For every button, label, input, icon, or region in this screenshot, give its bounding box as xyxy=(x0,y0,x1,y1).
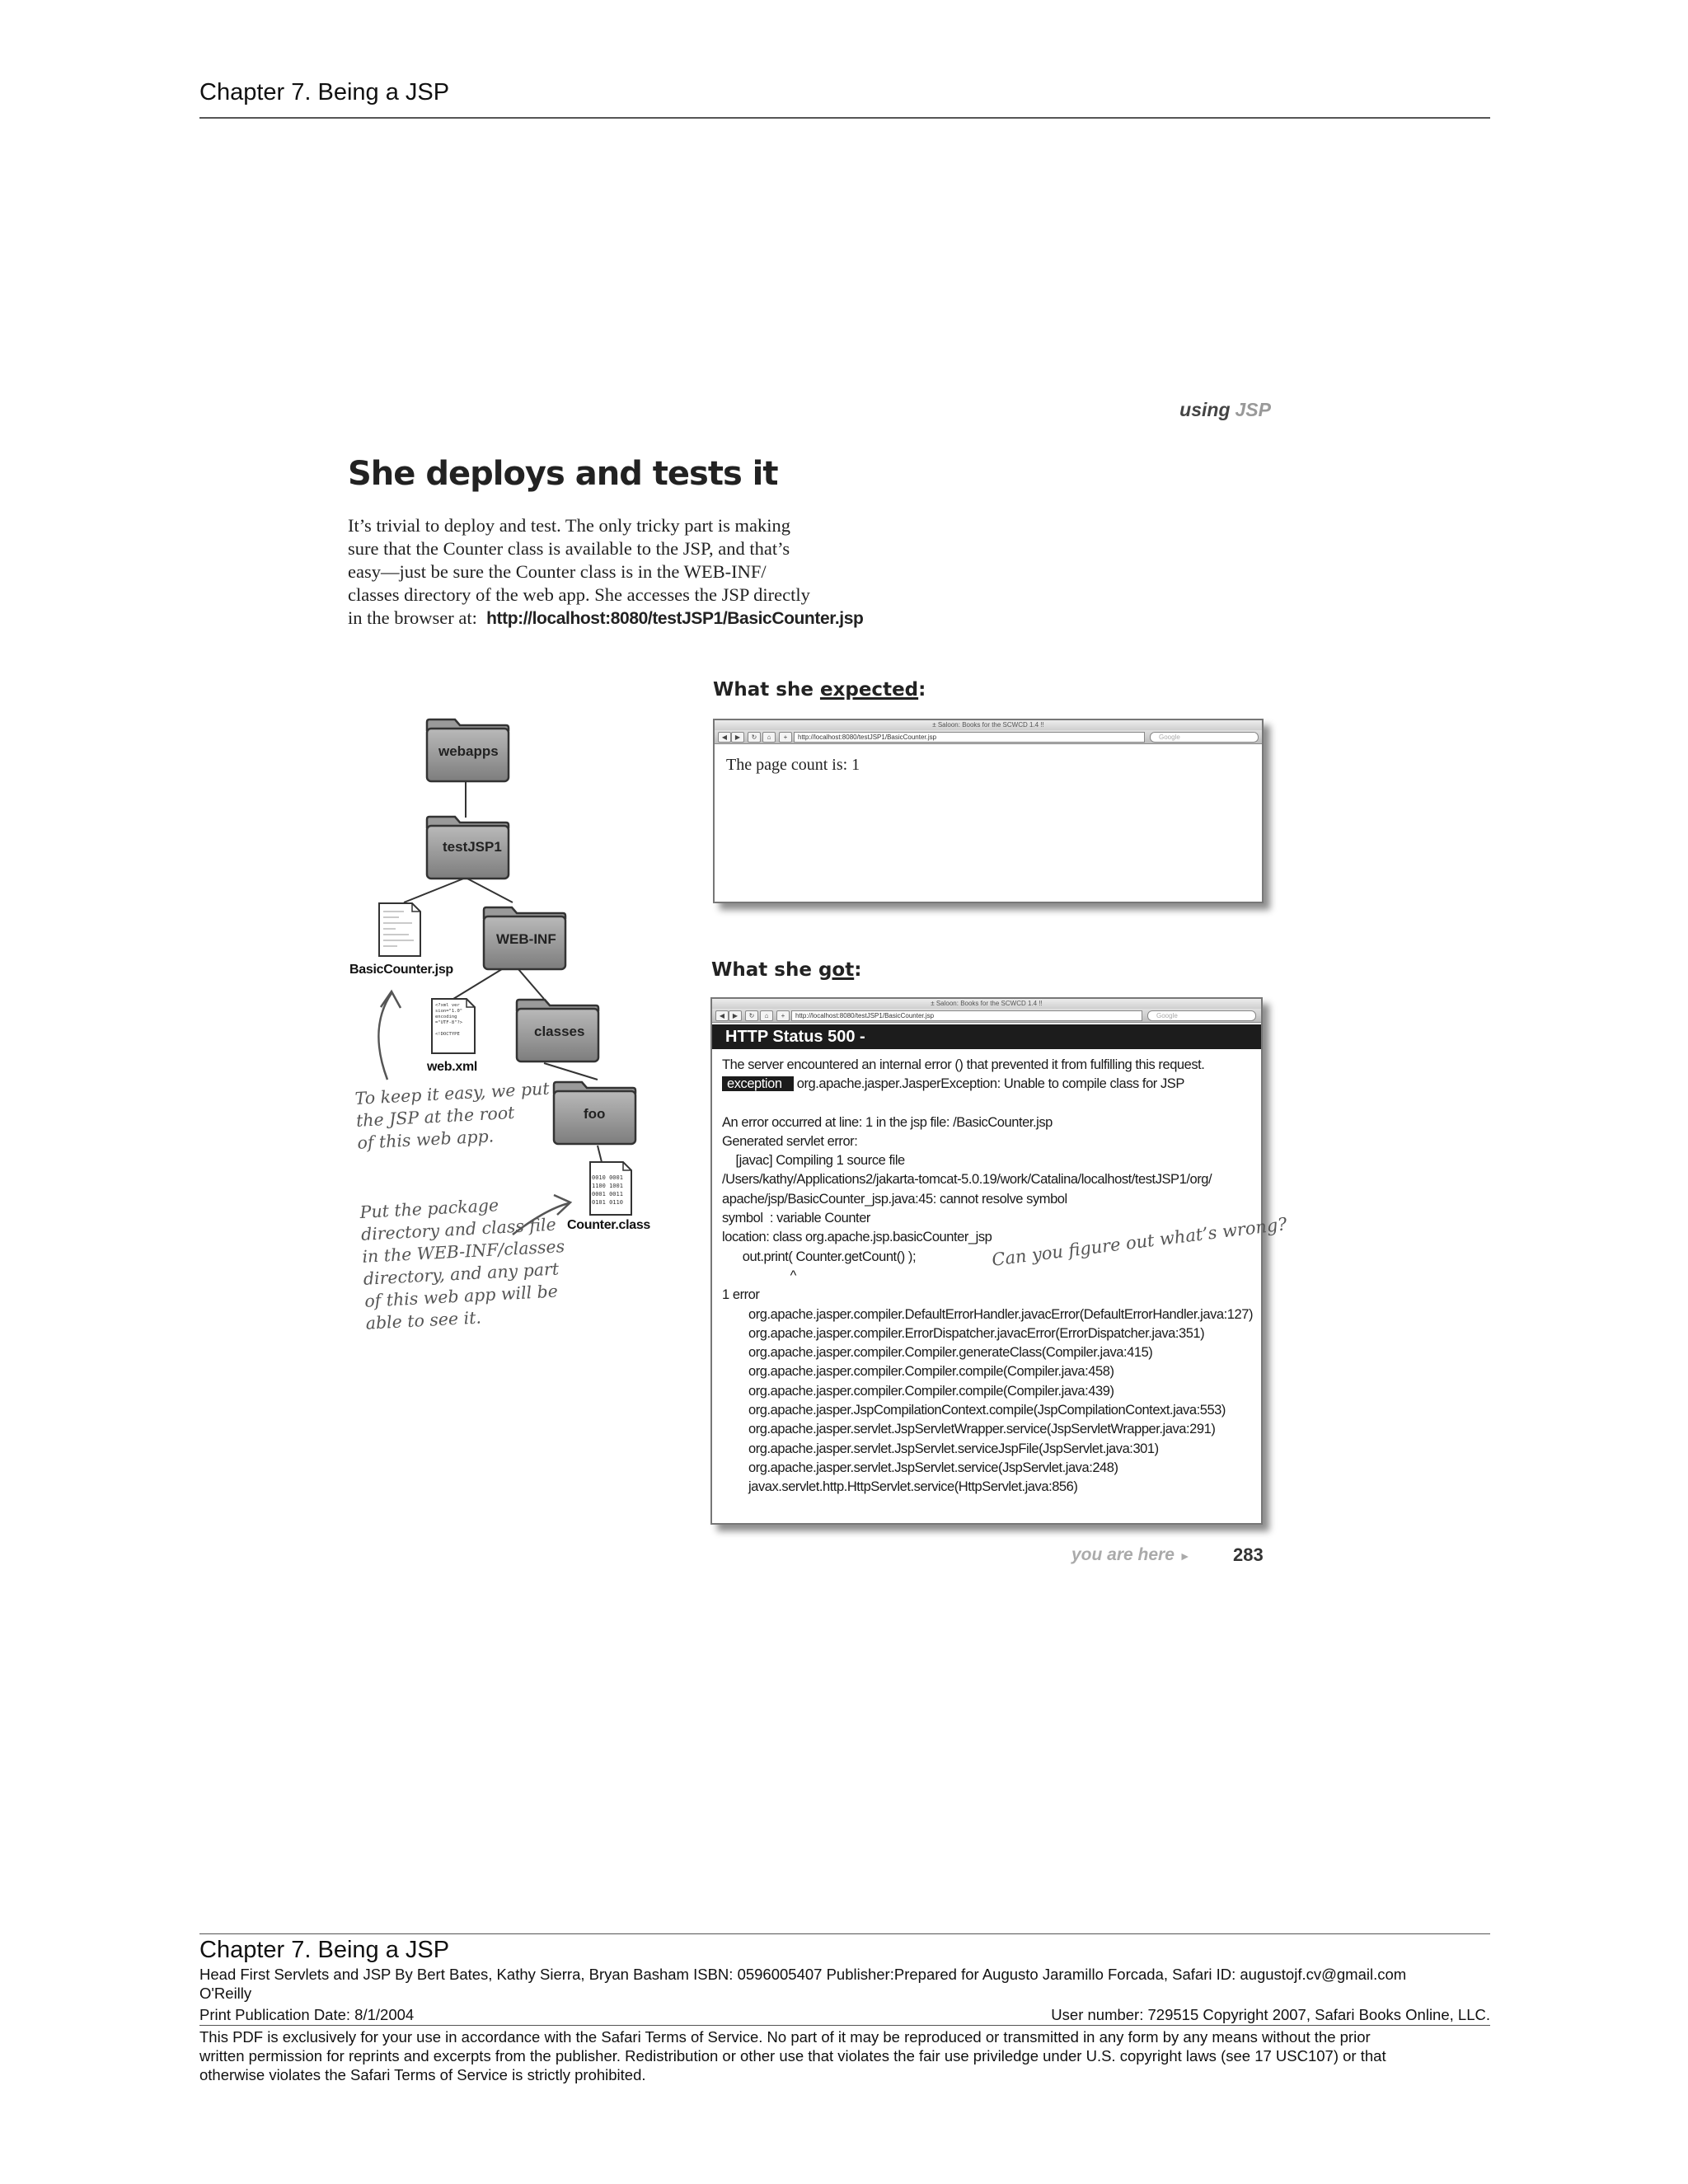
error-body xyxy=(712,1049,1261,1497)
webxml-snippet-line: <?xml ver xyxy=(435,1003,460,1008)
error-detail-line: symbol : variable Counter xyxy=(722,1211,870,1226)
note-root xyxy=(354,1078,552,1155)
footer-chapter: Chapter 7. Being a JSP xyxy=(199,1937,450,1963)
intro-line: sure that the Counter class is available to the JSP, and that’s xyxy=(348,538,790,559)
header-rule xyxy=(199,117,1490,119)
home-button[interactable]: ⌂ xyxy=(762,732,776,743)
reload-button[interactable]: ↻ xyxy=(745,1010,758,1021)
note-line: Put the package xyxy=(359,1195,499,1222)
note-line: the JSP at the root xyxy=(355,1102,515,1131)
error-detail-line: apache/jsp/BasicCounter_jsp.java:45: cannot resolve symbol xyxy=(722,1191,1067,1207)
expected-label-suffix: : xyxy=(918,679,926,701)
http-status-title: HTTP Status 500 - xyxy=(712,1024,1261,1049)
error-detail-line: out.print( Counter.getCount() ); xyxy=(722,1249,917,1264)
stack-line: javax.servlet.http.HttpServlet.service(HttpServlet.java:856) xyxy=(748,1479,1078,1495)
stack-line: org.apache.jasper.servlet.JspServlet.service(JspServlet.java:248) xyxy=(748,1460,1118,1475)
webxml-snippet-line: ="UTF-8"?> xyxy=(435,1020,463,1025)
reload-button[interactable]: ↻ xyxy=(748,732,761,743)
note-line: of this web app will be xyxy=(363,1281,559,1311)
error-detail-line: 1 error xyxy=(722,1287,760,1303)
error-detail-line: /Users/kathy/Applications2/jakarta-tomcat-5.0.19/work/Catalina/localhost/testJSP1/org/ xyxy=(722,1172,1212,1188)
error-detail-line: ^ xyxy=(722,1268,796,1283)
running-head-prefix: using xyxy=(1179,399,1231,420)
search-field[interactable]: Google xyxy=(1150,732,1259,743)
expected-titlebar: ± Saloon: Books for the SCWCD 1.4 !! xyxy=(715,720,1262,730)
stack-line: org.apache.jasper.servlet.JspServletWrapper.service(JspServletWrapper.java:291) xyxy=(748,1422,1216,1437)
exception-line xyxy=(722,1075,1261,1094)
footer-book-line: Head First Servlets and JSP By Bert Bates, Kathy Sierra, Bryan Basham ISBN: 0596005407 Publisher:Prepared for Augusto Jaramillo Forcada, Safari ID: augustojf.cv@gmail.com xyxy=(199,1966,1407,1983)
note-package xyxy=(359,1191,569,1335)
note-line: To keep it easy, we put xyxy=(354,1078,551,1108)
address-bar[interactable]: http://localhost:8080/testJSP1/BasicCounter.jsp xyxy=(791,1010,1142,1021)
folder-label-foo: foo xyxy=(584,1106,606,1122)
stack-line: org.apache.jasper.JspCompilationContext.compile(JspCompilationContext.java:553) xyxy=(748,1403,1226,1418)
forward-button[interactable]: ▶ xyxy=(729,1010,742,1021)
folder-label-webapps: webapps xyxy=(438,743,499,759)
note-line: of this web app. xyxy=(356,1126,495,1153)
intro-line: It’s trivial to deploy and test. The only tricky part is making xyxy=(348,515,790,536)
jsp-file-icon xyxy=(379,903,420,956)
stack-line: org.apache.jasper.compiler.Compiler.compile(Compiler.java:439) xyxy=(748,1383,1114,1399)
error-detail-line: Generated servlet error: xyxy=(722,1133,858,1149)
triangle-right-icon: ► xyxy=(1179,1549,1191,1563)
folder-label-webinf: WEB-INF xyxy=(496,931,556,947)
stack-trace xyxy=(722,1305,1261,1497)
add-bookmark-button[interactable]: + xyxy=(776,1010,790,1021)
you-are-here xyxy=(1071,1545,1191,1565)
footer-legal-line: This PDF is exclusively for your use in accordance with the Safari Terms of Service. No part of it may be reproduced or transmitted in any form by any means without the prior xyxy=(199,2028,1371,2046)
binary-line: 0010 0001 xyxy=(592,1174,623,1181)
webxml-snippet-line: <!DOCTYPE xyxy=(435,1032,460,1037)
got-browser-window xyxy=(710,997,1263,1525)
footer-legal-line: otherwise violates the Safari Terms of Service is strictly prohibited. xyxy=(199,2066,646,2083)
intro-last-text: in the browser at: xyxy=(348,607,477,628)
got-label-word: got xyxy=(818,959,855,981)
footer-legal-line: written permission for reprints and excerpts from the publisher. Redistribution or other use that violates the fair use priviledge under U.S. copyright laws (see 17 USC107) or that xyxy=(199,2047,1386,2064)
error-intro: The server encountered an internal error () that prevented it from fulfilling this request. xyxy=(722,1057,1205,1072)
got-label-suffix: : xyxy=(854,959,862,981)
error-detail-line: [javac] Compiling 1 source file xyxy=(722,1153,905,1169)
you-are-here-text: you are here xyxy=(1071,1545,1175,1564)
webxml-file-icon xyxy=(432,999,475,1053)
note-line: in the WEB-INF/classes xyxy=(361,1236,565,1267)
add-bookmark-button[interactable]: + xyxy=(779,732,792,743)
running-head xyxy=(1071,399,1271,421)
file-label-counter: Counter.class xyxy=(567,1218,651,1232)
error-detail-line: location: class org.apache.jsp.basicCounter_jsp xyxy=(722,1230,992,1245)
counter-class-file-icon xyxy=(590,1162,631,1215)
binary-line: 1100 1001 xyxy=(592,1183,623,1189)
intro-line: easy—just be sure the Counter class is in the WEB-INF/ xyxy=(348,561,767,582)
section-heading: She deploys and tests it xyxy=(348,455,778,493)
page-count-text: The page count is: 1 xyxy=(726,756,860,774)
error-detail-line: An error occurred at line: 1 in the jsp file: /BasicCounter.jsp xyxy=(722,1114,1053,1130)
file-label-jsp: BasicCounter.jsp xyxy=(349,963,453,977)
footer-top-rule xyxy=(199,1933,1490,1934)
got-label xyxy=(711,959,861,981)
file-label-webxml: web.xml xyxy=(427,1060,478,1074)
home-button[interactable]: ⌂ xyxy=(760,1010,773,1021)
chapter-title: Chapter 7. Being a JSP xyxy=(199,79,450,105)
expected-toolbar xyxy=(715,730,1262,744)
intro-line-last xyxy=(348,607,892,630)
search-field[interactable]: Google xyxy=(1147,1010,1256,1021)
binary-line: 0001 0011 xyxy=(592,1191,623,1197)
note-line: directory and class file xyxy=(360,1214,557,1244)
annotation-whats-wrong: Can you figure out what’s wrong? xyxy=(991,1214,1288,1270)
folder-label-classes: classes xyxy=(534,1024,585,1039)
page-number: 283 xyxy=(1233,1544,1264,1565)
got-toolbar xyxy=(712,1009,1261,1023)
stack-line: org.apache.jasper.compiler.Compiler.compile(Compiler.java:458) xyxy=(748,1364,1114,1380)
note-line: able to see it. xyxy=(365,1307,482,1333)
running-head-suffix: JSP xyxy=(1235,399,1271,420)
webxml-snippet-line: encoding xyxy=(435,1015,457,1019)
footer-user-number: User number: 729515 Copyright 2007, Safari Books Online, LLC. xyxy=(1051,2006,1490,2023)
forward-button[interactable]: ▶ xyxy=(731,732,744,743)
stack-line: org.apache.jasper.compiler.Compiler.generateClass(Compiler.java:415) xyxy=(748,1345,1153,1361)
exception-tag: exception xyxy=(722,1076,794,1091)
folder-label-testjsp1: testJSP1 xyxy=(443,839,502,855)
back-button[interactable]: ◀ xyxy=(715,1010,729,1021)
footer-publisher: O'Reilly xyxy=(199,1985,252,2002)
exception-message: org.apache.jasper.JasperException: Unable to compile class for JSP xyxy=(796,1076,1184,1092)
intro-paragraph xyxy=(348,514,892,630)
intro-line: classes directory of the web app. She accesses the JSP directly xyxy=(348,584,810,605)
expected-label-word: expected xyxy=(819,679,919,701)
got-titlebar: ± Saloon: Books for the SCWCD 1.4 !! xyxy=(712,999,1261,1009)
webxml-snippet-line: sion="1.0" xyxy=(435,1009,463,1014)
stack-line: org.apache.jasper.compiler.DefaultErrorHandler.javacError(DefaultErrorHandler.java:127) xyxy=(748,1306,1253,1322)
stack-line: org.apache.jasper.servlet.JspServlet.serviceJspFile(JspServlet.java:301) xyxy=(748,1441,1159,1456)
stack-line: org.apache.jasper.compiler.ErrorDispatcher.javacError(ErrorDispatcher.java:351) xyxy=(748,1325,1205,1341)
jsp-url: http://localhost:8080/testJSP1/BasicCounter.jsp xyxy=(486,609,864,628)
got-label-prefix: What she xyxy=(711,959,818,981)
footer-mid-rule xyxy=(199,2025,1490,2026)
address-bar[interactable]: http://localhost:8080/testJSP1/BasicCounter.jsp xyxy=(794,732,1145,743)
expected-label-prefix: What she xyxy=(713,679,820,701)
note-line: directory, and any part xyxy=(363,1258,560,1289)
footer-print-date: Print Publication Date: 8/1/2004 xyxy=(199,2006,415,2023)
expected-browser-window xyxy=(713,719,1264,903)
binary-line: 0101 0110 xyxy=(592,1199,623,1206)
back-button[interactable]: ◀ xyxy=(718,732,731,743)
expected-label xyxy=(713,679,926,701)
